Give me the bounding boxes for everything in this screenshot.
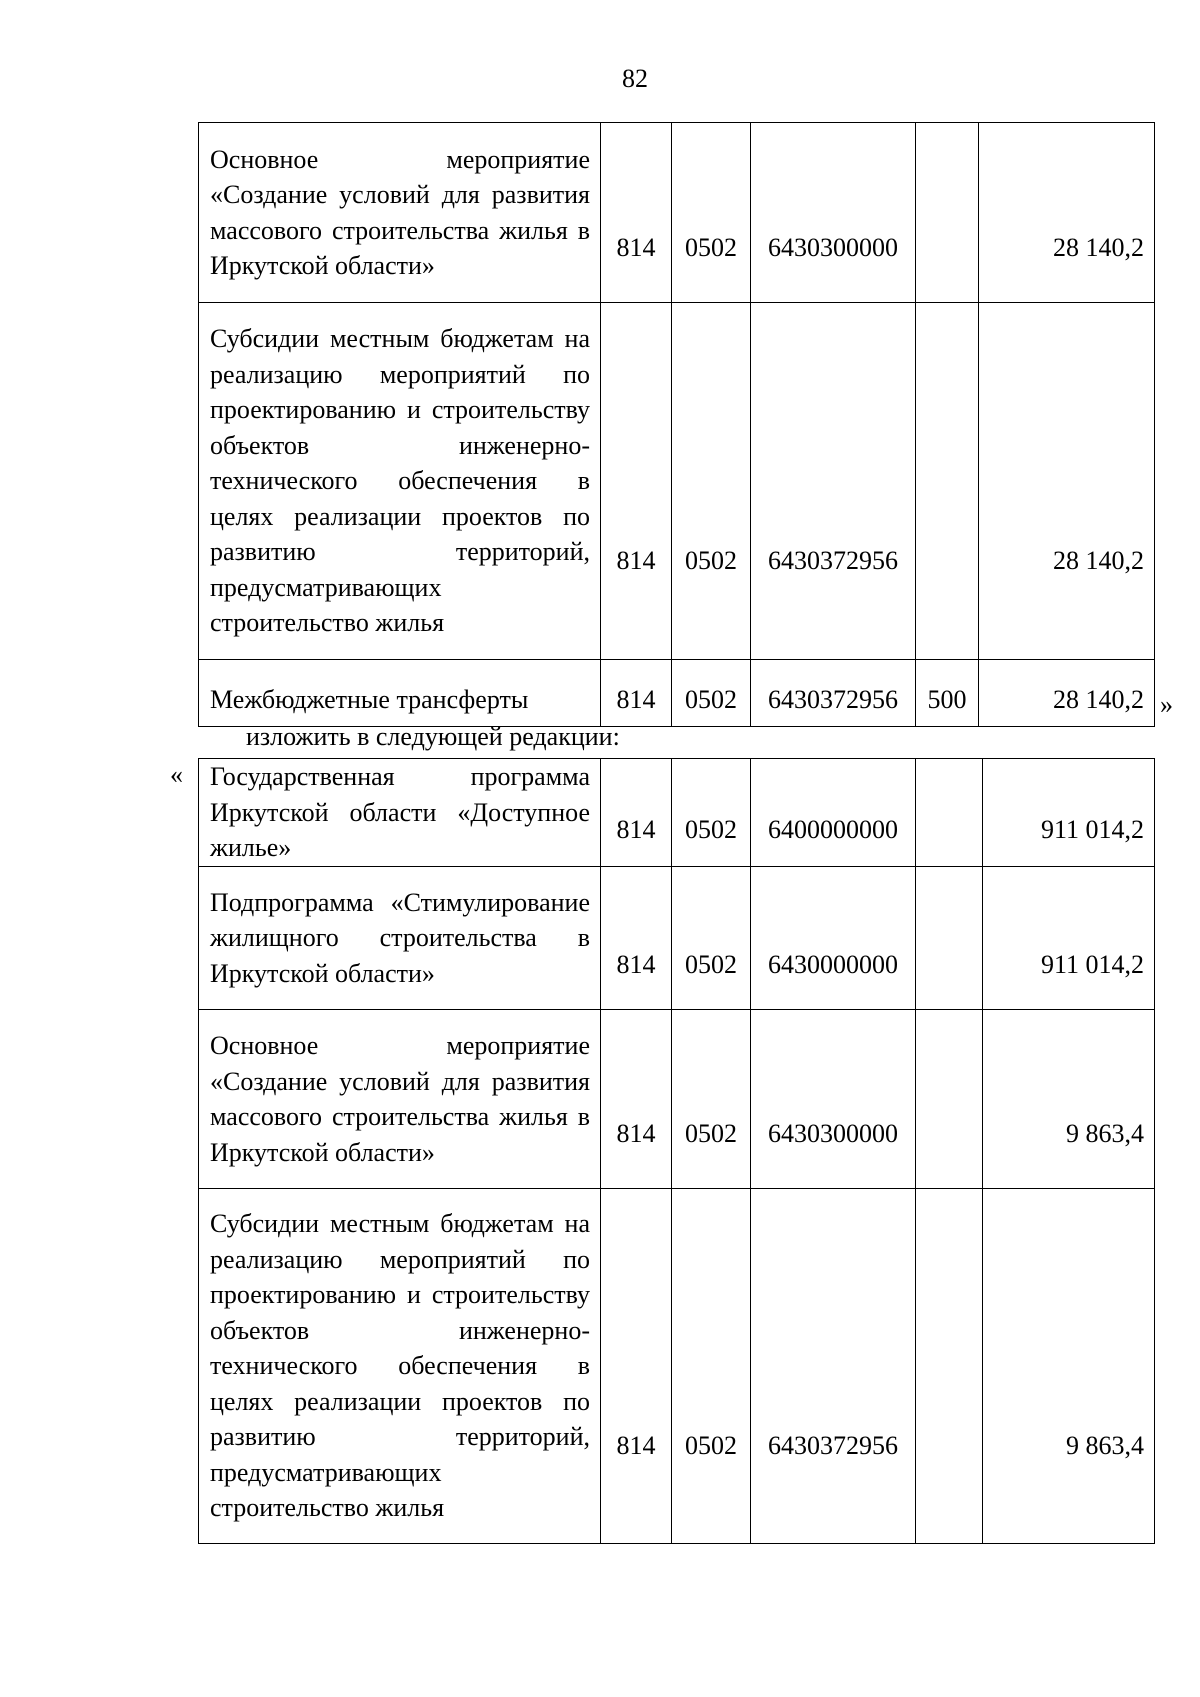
target-article-code: 6430372956 xyxy=(751,303,916,660)
grbs-code: 814 xyxy=(601,123,672,303)
amount: 28 140,2 xyxy=(979,660,1155,727)
row-name: Основное мероприятие «Создание условий для развития массового строительства жилья в Иркутской области» xyxy=(199,1010,601,1189)
target-article-code: 6430300000 xyxy=(751,123,916,303)
expense-type-code xyxy=(916,867,983,1010)
amount: 28 140,2 xyxy=(979,303,1155,660)
amount: 9 863,4 xyxy=(983,1010,1155,1189)
target-article-code: 6430372956 xyxy=(751,660,916,727)
section-code: 0502 xyxy=(672,660,751,727)
expense-type-code xyxy=(916,1189,983,1544)
target-article-code: 6430000000 xyxy=(751,867,916,1010)
grbs-code: 814 xyxy=(601,867,672,1010)
table-row xyxy=(199,660,1155,727)
new-budget-table xyxy=(198,758,1155,1544)
expense-type-code xyxy=(916,759,983,867)
row-name: Государственная программа Иркутской области «Доступное жилье» xyxy=(199,759,601,867)
target-article-code: 6400000000 xyxy=(751,759,916,867)
table-row xyxy=(199,867,1155,1010)
expense-type-code xyxy=(916,303,979,660)
table-row xyxy=(199,1010,1155,1189)
grbs-code: 814 xyxy=(601,303,672,660)
table-row xyxy=(199,1189,1155,1544)
grbs-code: 814 xyxy=(601,1189,672,1544)
table-row xyxy=(199,303,1155,660)
expense-type-code: 500 xyxy=(916,660,979,727)
instruction-text: изложить в следующей редакции: xyxy=(246,722,620,751)
table-row xyxy=(199,759,1155,867)
row-name: Подпрограмма «Стимулирование жилищного строительства в Иркутской области» xyxy=(199,867,601,1010)
closing-quote: » xyxy=(1160,690,1173,719)
row-name: Субсидии местным бюджетам на реализацию мероприятий по проектированию и строительству объектов инженерно-технического обеспечения в целях реализации проектов по развитию территорий, предусматривающих строительство жилья xyxy=(199,303,601,660)
target-article-code: 6430300000 xyxy=(751,1010,916,1189)
amount: 9 863,4 xyxy=(983,1189,1155,1544)
section-code: 0502 xyxy=(672,867,751,1010)
expense-type-code xyxy=(916,1010,983,1189)
page-number: 82 xyxy=(622,64,648,93)
target-article-code: 6430372956 xyxy=(751,1189,916,1544)
section-code: 0502 xyxy=(672,1189,751,1544)
section-code: 0502 xyxy=(672,759,751,867)
grbs-code: 814 xyxy=(601,660,672,727)
old-budget-table xyxy=(198,122,1155,727)
amount: 911 014,2 xyxy=(983,759,1155,867)
row-name: Субсидии местным бюджетам на реализацию мероприятий по проектированию и строительству объектов инженерно-технического обеспечения в целях реализации проектов по развитию территорий, предусматривающих строительство жилья xyxy=(199,1189,601,1544)
table-row xyxy=(199,123,1155,303)
section-code: 0502 xyxy=(672,123,751,303)
amount: 911 014,2 xyxy=(983,867,1155,1010)
section-code: 0502 xyxy=(672,303,751,660)
grbs-code: 814 xyxy=(601,759,672,867)
section-code: 0502 xyxy=(672,1010,751,1189)
amount: 28 140,2 xyxy=(979,123,1155,303)
expense-type-code xyxy=(916,123,979,303)
grbs-code: 814 xyxy=(601,1010,672,1189)
opening-quote: « xyxy=(170,760,183,789)
row-name: Межбюджетные трансферты xyxy=(199,660,601,727)
row-name: Основное мероприятие «Создание условий для развития массового строительства жилья в Иркутской области» xyxy=(199,123,601,303)
